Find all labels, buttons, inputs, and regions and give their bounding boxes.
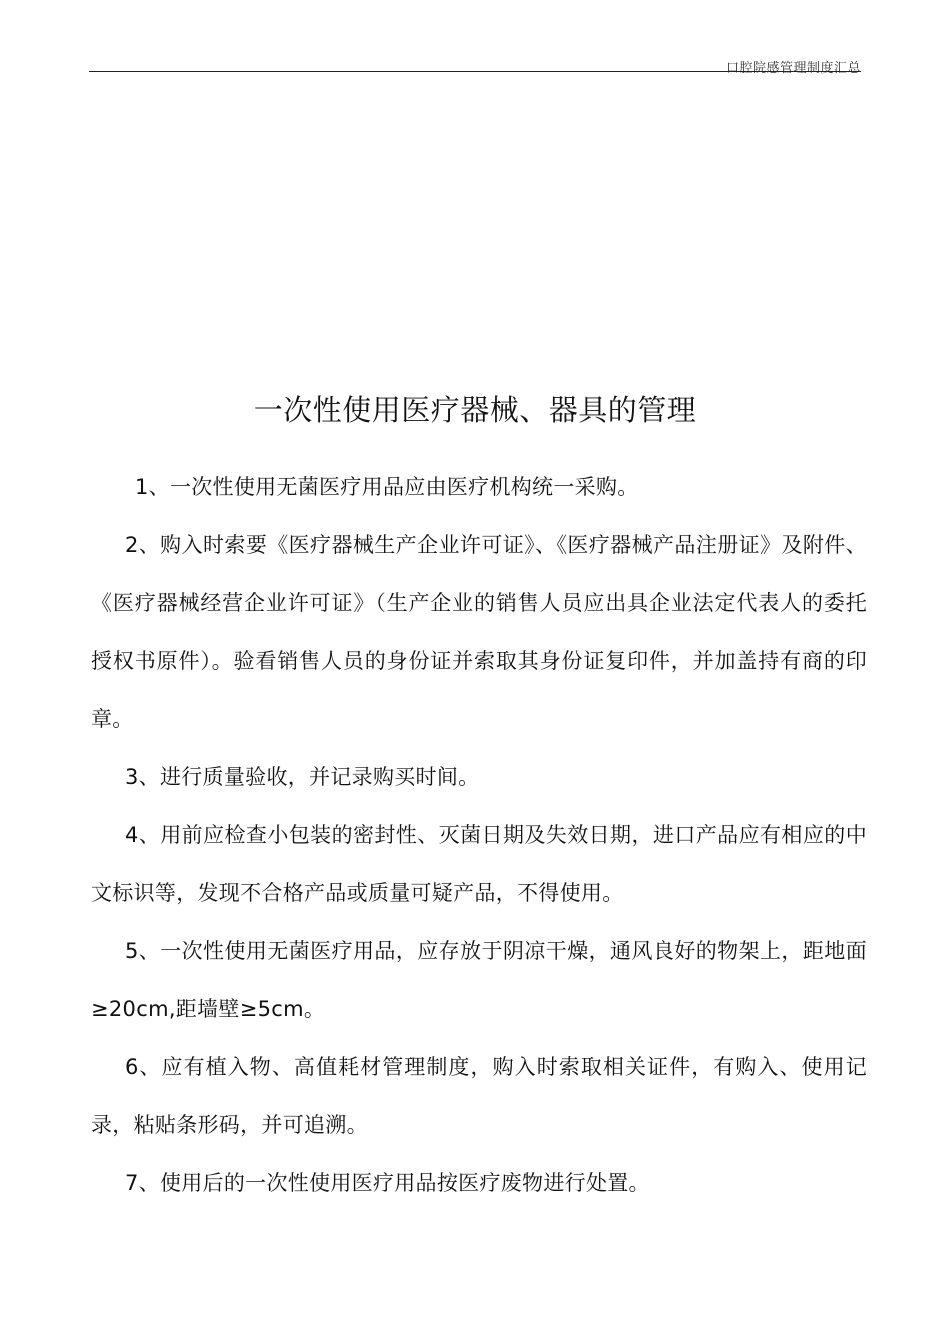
page-header-text: 口腔院感管理制度汇总 bbox=[725, 61, 861, 76]
paragraph-item-6: 6、应有植入物、高值耗材管理制度，购入时索取相关证件，有购入、使用记录，粘贴条形码，并可追溯。 bbox=[91, 1055, 867, 1137]
paragraph-item-7: 7、使用后的一次性使用医疗用品按医疗废物进行处置。 bbox=[125, 1171, 650, 1195]
paragraph-item-5: 5、一次性使用无菌医疗用品，应存放于阴凉干燥，通风良好的物架上，距地面≥20cm,距墙壁≥5cm。 bbox=[91, 939, 867, 1021]
paragraph-item-4: 4、用前应检查小包装的密封性、灭菌日期及失效日期，进口产品应有相应的中文标识等，发现不合格产品或质量可疑产品，不得使用。 bbox=[91, 823, 867, 905]
document-body bbox=[91, 458, 867, 1212]
paragraph-item-3: 3、进行质量验收，并记录购买时间。 bbox=[125, 765, 480, 789]
paragraph-item-2: 2、购入时索要《医疗器械生产企业许可证》、《医疗器械产品注册证》及附件、《医疗器械经营企业许可证》（生产企业的销售人员应出具企业法定代表人的委托授权书原件）。验看销售人员的身份证并索取其身份证复印件，并加盖持有商的印章。 bbox=[91, 533, 867, 731]
header-divider bbox=[89, 71, 861, 72]
paragraph-item-1: 1、一次性使用无菌医疗用品应由医疗机构统一采购。 bbox=[135, 475, 639, 499]
document-title: 一次性使用医疗器械、器具的管理 bbox=[253, 393, 697, 427]
